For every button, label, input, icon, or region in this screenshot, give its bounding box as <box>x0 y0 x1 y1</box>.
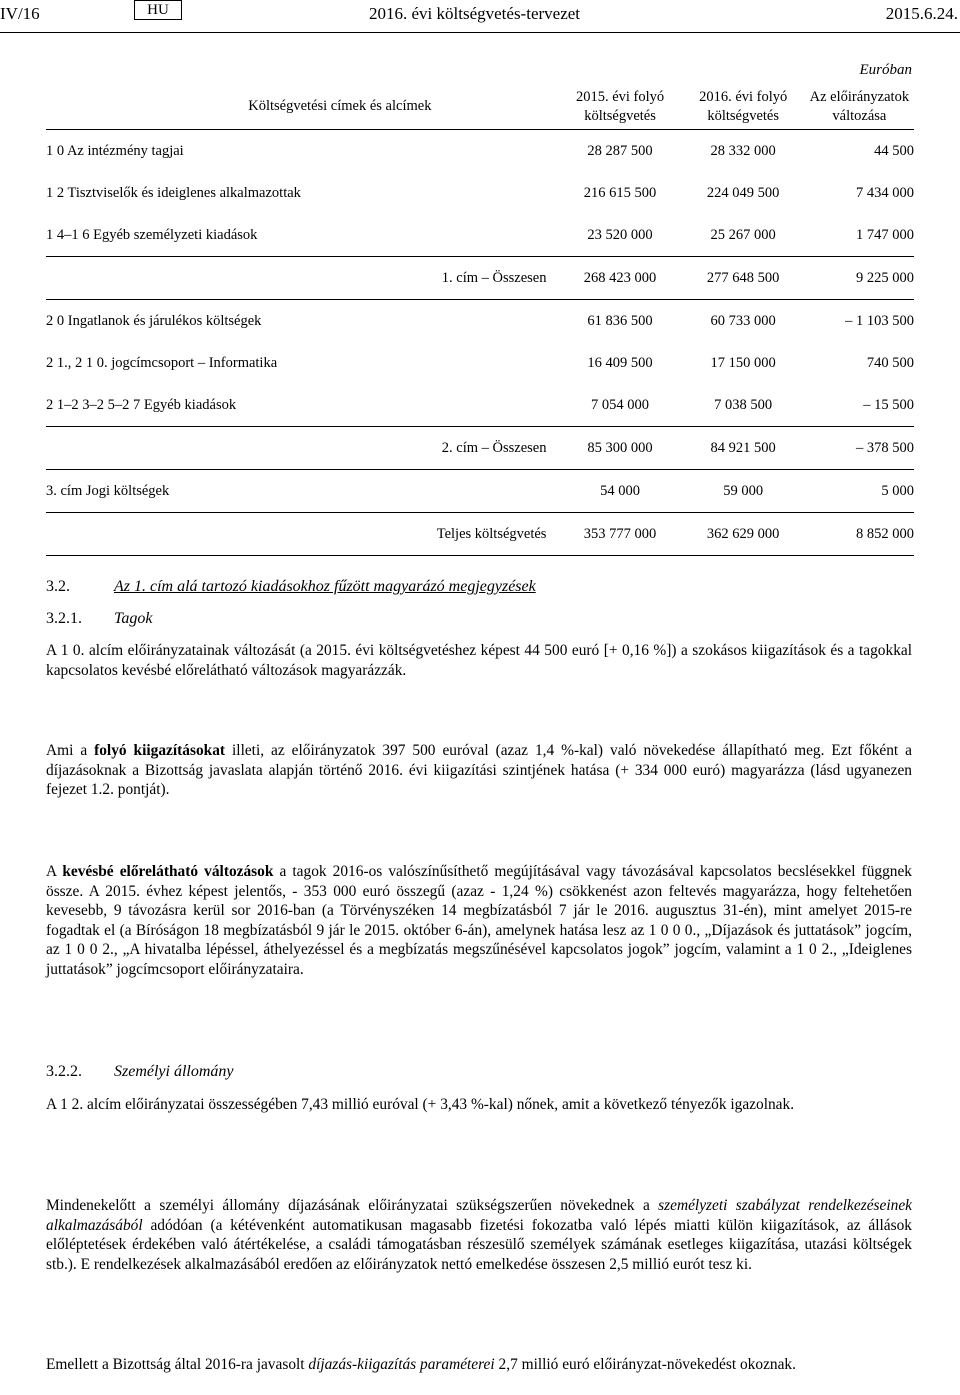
paragraph <box>46 1196 912 1274</box>
paragraph-text: Ami a <box>46 742 95 759</box>
table-row <box>46 300 914 343</box>
subsection-title: Tagok <box>114 610 153 627</box>
table-row <box>46 342 914 384</box>
row-value-2016: 60 733 000 <box>682 300 805 343</box>
row-label: 1 0 Az intézmény tagjai <box>46 142 184 159</box>
col-header-2016-line1: 2016. évi folyó <box>699 88 788 105</box>
subtotal-label: 1. cím – Összesen <box>46 257 558 300</box>
row-value-2015: 28 287 500 <box>587 142 653 159</box>
row-change: 740 500 <box>866 354 914 371</box>
table-header-row <box>46 84 914 130</box>
row-value-2016: 25 267 000 <box>710 226 776 243</box>
paragraph-text: Emellett a Bizottság által 2016-ra javasolt <box>46 1356 309 1373</box>
paragraph-text: 2,7 millió euró előirányzat-növekedést okoznak. <box>494 1356 796 1373</box>
paragraph-bold: folyó kiigazításokat <box>94 742 226 759</box>
row-label: 2 1–2 3–2 5–2 7 Egyéb kiadások <box>46 396 237 413</box>
total-value-2015: 353 777 000 <box>558 513 681 556</box>
currency-note: Euróban <box>859 62 912 78</box>
page-reference: IV/16 <box>0 4 40 23</box>
paragraph <box>46 741 912 800</box>
language-badge: HU <box>134 0 182 20</box>
subtotal-value-2015: 85 300 000 <box>558 427 681 470</box>
row-label: 2 1., 2 1 0. jogcímcsoport – Informatika <box>46 354 278 371</box>
paragraph-italic: díjazás-kiigazítás paraméterei <box>308 1356 495 1373</box>
header-divider <box>0 32 960 33</box>
paragraph-italic: személyzeti szabályzat rendelkezéseinek alkalmazásából <box>46 1197 912 1234</box>
col-header-2015-line2: költségvetés <box>584 107 656 124</box>
row-label: 1 2 Tisztviselők és ideiglenes alkalmazottak <box>46 184 301 201</box>
table-row <box>46 172 914 214</box>
row-value-2016: 28 332 000 <box>710 142 776 159</box>
document-date: 2015.6.24. <box>885 4 958 23</box>
subtotal-value-2016: 277 648 500 <box>682 257 805 300</box>
col-header-change <box>805 84 914 130</box>
total-value-2016: 362 629 000 <box>682 513 805 556</box>
row-value-2015: 16 409 500 <box>587 354 653 371</box>
row-change: 7 434 000 <box>856 184 914 201</box>
row-label: 3. cím Jogi költségek <box>46 470 558 513</box>
row-value-2015: 54 000 <box>558 470 681 513</box>
col-header-titles: Költségvetési címek és alcímek <box>46 84 558 130</box>
table-total-row <box>46 513 914 556</box>
subtotal-change: 9 225 000 <box>805 257 914 300</box>
subtotal-value-2015: 268 423 000 <box>558 257 681 300</box>
col-header-2016-line2: költségvetés <box>707 107 780 124</box>
row-value-2015: 23 520 000 <box>587 226 653 243</box>
table-row <box>46 384 914 427</box>
subsection-number: 3.2.1. <box>46 610 82 627</box>
subtotal-change: – 378 500 <box>805 427 914 470</box>
total-change: 8 852 000 <box>805 513 914 556</box>
table-subtotal-row <box>46 257 914 300</box>
row-change: – 1 103 500 <box>805 300 914 343</box>
paragraph-text: illeti, az előirányzatok 397 500 euróval (azaz 1,4 %-kal) való növekedése állapítható meg. Ezt főként a díjazásoknak a Bizottság javaslata alapján történő 2016. évi kiigazítási szintjének hatása (+ 334 000 euró) magyarázza (lásd ugyanezen fejezet 1.2. pontját). <box>46 742 912 799</box>
col-header-2016 <box>682 84 805 130</box>
paragraph: A 1 0. alcím előirányzatainak változását (a 2015. évi költségvetéshez képest 44 500 euró [+ 0,16 %]) a szokásos kiigazítások és a tagokkal kapcsolatos kevésbé előrelátható változások magyarázzák. <box>46 642 912 679</box>
row-value-2016: 17 150 000 <box>710 354 776 371</box>
col-header-change-line1: Az előirányzatok <box>809 88 910 105</box>
paragraph-text: adódóan (a kétévenként automatikusan magasabb fizetési fokozatba való lépés miatti külön kiigazítások, az állások előléptetések érdekében való átértékelése, a családi támogatásban részesülő személyek számának esetleges kiigazítása, utazási költségek stb.). E rendelkezések alkalmazásából eredően az előirányzatok nettó emelkedése összesen 2,5 millió eurót tesz ki. <box>46 1216 912 1273</box>
paragraph-text: a tagok 2016-os valószínűsíthető megújításával vagy távozásával kapcsolatos becslésekkel függnek össze. A 2015. évhez képest jelentős, - 353 000 euró összegű (azaz - 1,24 %) csökkenést azon feltevés magyarázza, hogy feltehetően kevesebb, 9 távozásra kerül sor 2016-ban (a Törvényszéken 14 megbízatásból 7 jár le 2016. augusztus 31-én), mint amelyet 2015-re fogadtak el (a Bíróságon 18 megbízatásból 9 jár le 2015. október 6-án), amelynek hatása lesz az 1 0 0 0., „Díjazások és juttatások” jogcím, az 1 0 0 2., „A hivatalba lépéssel, áthelyezéssel és a megbízatás megszűnésével kapcsolatos jogok” jogcím, valamint a 1 0 2., „Ideiglenes juttatások” jogcímcsoport előirányzataira. <box>46 863 912 978</box>
col-header-change-line2: változása <box>832 107 887 124</box>
col-header-2015 <box>558 84 681 130</box>
paragraph: A 1 2. alcím előirányzatai összességében 7,43 millió euróval (+ 3,43 %-kal) nőnek, amit a következő tényezők igazolnak. <box>46 1096 795 1113</box>
row-change: 5 000 <box>805 470 914 513</box>
paragraph <box>46 1355 912 1375</box>
subtotal-value-2016: 84 921 500 <box>682 427 805 470</box>
row-value-2015: 61 836 500 <box>558 300 681 343</box>
document-title: 2016. évi költségvetés-tervezet <box>369 4 581 23</box>
section-number: 3.2. <box>46 578 70 595</box>
table-row <box>46 214 914 257</box>
row-change: 1 747 000 <box>856 226 914 243</box>
row-value-2016: 224 049 500 <box>706 184 780 201</box>
table-subtotal-row <box>46 427 914 470</box>
row-value-2015: 216 615 500 <box>583 184 657 201</box>
table-row <box>46 470 914 513</box>
subsection-number: 3.2.2. <box>46 1063 82 1080</box>
section-title: Az 1. cím alá tartozó kiadásokhoz fűzött magyarázó megjegyzések <box>114 578 536 595</box>
row-label: 2 0 Ingatlanok és járulékos költségek <box>46 300 558 343</box>
row-value-2016: 7 038 500 <box>714 396 773 413</box>
row-change: – 15 500 <box>863 396 914 413</box>
paragraph-text: A <box>46 863 63 880</box>
subsection-title: Személyi állomány <box>114 1063 234 1080</box>
row-value-2015: 7 054 000 <box>591 396 650 413</box>
paragraph <box>46 862 912 980</box>
row-value-2016: 59 000 <box>682 470 805 513</box>
paragraph-bold: kevésbé előrelátható változások <box>62 863 274 880</box>
table-row <box>46 130 914 173</box>
total-label: Teljes költségvetés <box>46 513 558 556</box>
budget-table <box>46 84 914 556</box>
paragraph-text: Mindenekelőtt a személyi állomány díjazásának előirányzatai szükségszerűen növekednek a <box>46 1197 659 1214</box>
subtotal-label: 2. cím – Összesen <box>46 427 558 470</box>
row-label: 1 4–1 6 Egyéb személyzeti kiadások <box>46 226 258 243</box>
row-change: 44 500 <box>874 142 914 159</box>
col-header-2015-line1: 2015. évi folyó <box>575 88 665 105</box>
